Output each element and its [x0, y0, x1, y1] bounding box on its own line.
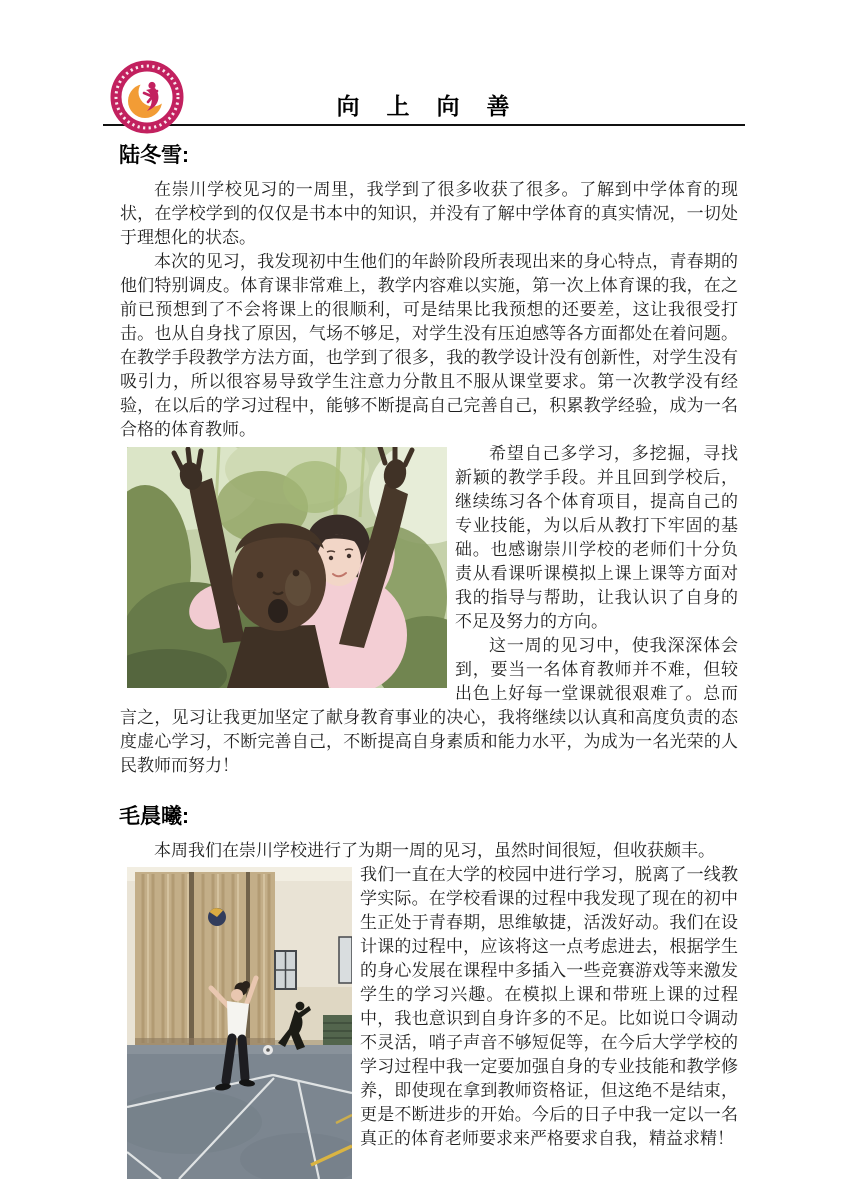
paragraph: 本次的见习，我发现初中生他们的年龄阶段所表现出来的身心特点，青春期的他们特别调皮。体育课非常难上，教学内容难以实施，第一次上体育课的我，在之前已预想到了不会将课上的很顺利，可是结果比我预想的还要差，这让我很受打击。也从自身找了原因，气场不够足，对学生没有压迫感等各方面都处在着问题。在教学手段教学方法方面，也学到了很多，我的教学设计没有创新性，对学生没有吸引力，所以很容易导致学生注意力分散且不服从课堂要求。第一次教学没有经验，在以后的学习过程中，能够不断提高自己完善自己，积累教学经验，成为一名合格的体育教师。 — [120, 252, 738, 439]
page-title: 向 上 向 善 — [336, 93, 512, 119]
paragraph: 希望自己多学习，多挖掘，寻找新颖的教学手段。并且回到学校后，继续练习各个体育项目，提高自己的专业技能，为以后从教打下牢固的基础。也感谢崇川学校的老师们十分负责从看课听课模拟上课上课等方面对我的指导与帮助，让我认识了自身的不足及努力的方向。 — [455, 444, 738, 631]
photo-gym-volleyball — [127, 867, 352, 1179]
paragraph: 本周我们在崇川学校进行了为期一周的见习，虽然时间很短，但收获颇丰。 — [154, 841, 715, 860]
paragraph: 我们一直在大学的校园中进行学习，脱离了一线教学实际。在学校看课的过程中我发现了现在的初中生正处于青春期，思维敏捷，活泼好动。我们在设计课的过程中，应该将这一点考虑进去，根据学生的身心发展在课程中多插入一些竞赛游戏等来激发学生的学习兴趣。在模拟上课和带班上课的过程中，我也意识到自身许多的不足。比如说口令调动不灵活，哨子声音不够短促等，在今后大学学校的学习过程中我一定要加强自身的专业技能和教学修养，即使现在拿到教师资格证，但这绝不是结束，更是不断进步的开始。今后的日子中我一定以一名真正的体育老师要求来严格要求自我，精益求精！ — [360, 865, 738, 1148]
header-divider — [103, 124, 745, 126]
photo-statue-selfie — [127, 447, 447, 688]
author-heading-lu-dongxue: 陆冬雪: — [119, 144, 189, 167]
paragraph: 这一周的见习中，使我深深体会到，要当一名体育教师并不难，但较出色上好每一堂课就很艰难了。总而言之，见习让我更加坚定了献身教育事业的决心，我将继续以认真和高度负责的态度虚心学习，不断完善自己，不断提高自身素质和能力水平，为成为一名光荣的人民教师而努力！ — [120, 636, 738, 775]
author-heading-mao-chenxi: 毛晨曦: — [119, 805, 189, 828]
section-lu-dongxue — [103, 139, 745, 778]
page-header — [103, 62, 745, 119]
section-mao-chenxi — [103, 800, 745, 1151]
paragraph: 在崇川学校见习的一周里，我学到了很多收获了很多。了解到中学体育的现状，在学校学到的仅仅是书本中的知识，并没有了解中学体育的真实情况，一切处于理想化的状态。 — [120, 180, 738, 247]
school-emblem-icon — [110, 60, 184, 134]
